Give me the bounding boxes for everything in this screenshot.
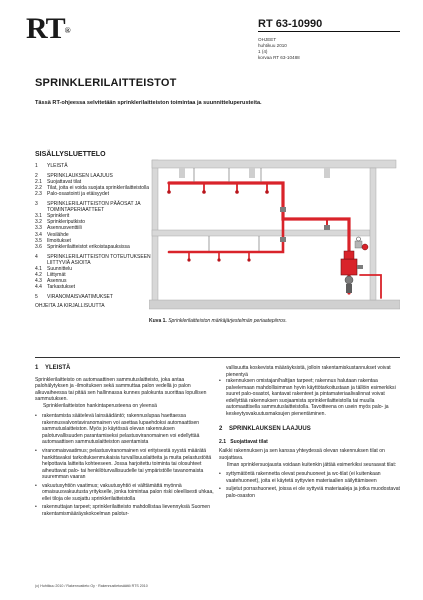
toc-entry-number: 4 [35,253,38,260]
toc-entry-title: VIRANOMAISVAATIMUKSET [47,293,113,300]
meta-type: OHJEET [258,37,277,42]
page-footer: (c) Huhtikuu 2010 / Rakennustieto Oy · Rakennustietosäätiö RTS 2010 [35,584,148,588]
right-wall [370,168,376,300]
section-1-heading: 1 YLEISTÄ [35,365,71,371]
exempt-spaces-list [219,471,401,499]
sprinkler-head [187,258,190,261]
toc-entry-title: Suunnittelu [47,265,73,272]
toc-entry-number: 3.6 [35,243,42,250]
roof-beam [179,168,185,178]
sprinkler-head [202,190,206,194]
requirement-list-continued [219,378,401,417]
installation-valve-station [341,237,363,293]
toc-entry-references: OHJEITA JA KIRJALLISUUTTA [35,303,105,310]
left-column [35,365,215,517]
toc-entry-title: Sprinkleriputkisto [47,219,86,226]
toc-entry [35,201,160,213]
toc-entry-number: 4.2 [35,271,42,278]
toc-entry-title: SPRINKLERILAITTEISTON TOTEUTUKSEEN LIITTYVIÄ ASIOITA [47,253,151,266]
toc-entry-title: SPRINKLERILAITTEISTON PÄÄOSAT JA TOIMINTAPERIAATTEET [47,201,141,214]
middle-floor-slab [152,230,370,236]
toc-entry [35,191,160,197]
toc-entry-number: 3 [35,201,38,208]
toc-entry-number: 2.1 [35,178,42,185]
section-1-paragraph: Sprinklerilaitteisto on automaattinen sammutuslaitteisto, joka antaa palohälytyksen ja -ilmoituksen sekä sammuttaa palon vedellä jo palon alkuvaiheessa tai pitää sen hallinnassa kunnes palokunta suorittaa lopullisen sammutuksen. [35,376,207,403]
toc-entry-title: Tarkastukset [47,284,76,291]
lead-text: Tässä RT-ohjeessa selvitetään sprinklerilaitteiston toimintaa ja suunnitteluperusteita. [35,100,262,106]
table-of-contents [35,163,160,309]
list-item: • syttymätöntä rakennetta olevat pesuhuoneet ja wc-tilat (ei kuitenkaan vaatehuoneet), joita ei käytetä syttyvien materiaalien säilyttämiseen [226,471,401,484]
list-item: • viranomaisvaatimus; pelastusviranomainen voi erityisestä syystä määrätä hankittavaksi tarkoituksenmukaisia turvallisuuslaitteita ja muita pelastustöitä helpottavia laitteita kohteeseen. Jossa harjoitettu toiminta tai olosuhteet aiheuttavat palo- tai henkilöturvallisuudelle tai ympäristölle tavanomaista suuremman vaaran [42,448,215,481]
meta-replaces: korvaa RT 63-10488 [258,55,300,60]
ceiling-slab [152,160,396,168]
sprinkler-head [265,190,269,194]
pipe-fitting [324,225,330,230]
toc-entry-number: 2.2 [35,185,42,192]
toc-entry-title: Liittymät [47,271,66,278]
ground-slab [149,300,400,309]
toc-entry-number: 2 [35,172,38,179]
toc-entry-number: 4.1 [35,265,42,272]
toc-entry-number: 3.5 [35,237,42,244]
page-title: SPRINKLERILAITTEISTOT [35,77,177,89]
section-divider [35,357,400,358]
meta-date: huhtikuu 2010 [258,43,287,48]
toc-entry-title: Asennus [47,277,67,284]
roof-beam [324,168,330,178]
pipe-fitting [280,237,286,242]
code-rule [258,31,400,32]
toc-entry-number: 4.3 [35,277,42,284]
list-item: • rakentamista säätelevä lainsäädäntö; rakennuslupaa haettaessa rakennusvalvontaviranomainen voi asettaa lupaehdoksi automaattisen sammutuslaitteiston. Myös jo käytössä olevan rakennuksen paloturvallisuuden parantamiseksi pelastusviranomainen voi edellyttää automaattisen sammutuslaitteiston asentamista [42,413,215,446]
toc-entry [35,163,160,169]
toc-entry-title: Sprinklerit [47,213,70,220]
section-2-1-paragraph-2: Ilman sprinklersuojausta voidaan kuitenkin jättää esimerkiksi seuraavat tilat: [227,461,397,468]
pipe-fitting [280,207,286,212]
list-item: • rakennuttajan tarpeet; sprinklerilaitteisto mahdollistaa lievennyksiä Suomen rakentamismääräyskokoelman palotur- [42,504,215,517]
list-item: • vakuutusyhtiön vaatimus; vakuutusyhtiö ei välttämättä myönnä omaisuusvakuutusta yritykselle, jonka toimintaa palon riski oleellisesti uhkaa, ellei tiloja ole suojattu sprinklerilaitteistolla [42,483,215,503]
toc-entry-number: 4.4 [35,284,42,291]
toc-entry [35,284,160,290]
toc-entry-title: YLEISTÄ [47,163,68,169]
toc-entry-number: 3.4 [35,231,42,238]
toc-entry [35,294,160,300]
right-column [219,365,401,499]
sprinkler-system-figure [149,155,400,313]
toc-entry-number: 2.3 [35,191,42,198]
toc-entry-number: 3.3 [35,225,42,232]
toc-entry-title: Sprinklerilaitteistot erikoistapauksissa [47,243,130,250]
toc-entry [35,254,160,266]
toc-entry-number: 3.1 [35,213,42,220]
sprinkler-head [235,190,239,194]
rt-logo: RT® [26,12,70,45]
toc-heading: SISÄLLYSLUETTELO [35,151,106,158]
section-2-1-paragraph: Kaikki rakennuksen ja sen kanssa yhteydessä olevan rakennuksen tilat on suojattava. [219,448,385,462]
toc-entry-title: Ilmoitukset [47,237,71,244]
toc-entry-title: Palo-osastointi ja etäisyydet [47,191,109,198]
document-code: RT 63-10990 [258,18,323,30]
toc-entry-number: 3.2 [35,219,42,226]
toc-entry-title: Suojattavat tilat [47,178,82,185]
toc-entry-title: Asennusventtiili [47,225,82,232]
figure-caption: Kuva 1. Sprinklerilaitteiston märkäjärjestelmän periaatepiirros. [149,318,287,324]
sprinkler-head [217,258,220,261]
toc-entry-number: 5 [35,293,38,300]
toc-entry-title: SPRINKLAUKSEN LAAJUUS [47,172,113,179]
toc-entry-number: 1 [35,163,38,169]
toc-entry-title: Tilat, joita ei voida suojata sprinklerilaitteistolla [47,185,150,192]
section-2-heading: 2 SPRINKLAUKSEN LAAJUUS [219,426,311,433]
toc-entry [35,244,160,250]
list-item: • suljetut porrashuoneet, joissa ei ole syttyviä materiaaleja ja jotka muodostavat palo-osaston [226,486,401,499]
sprinkler-head [247,258,250,261]
requirement-list [35,413,215,517]
list-item: • rakennuksen omistajan/haltijan tarpeet; rakennus halutaan rakentaa palvelemaan mahdollisimman hyvin käyttötarkoitustaan ja tällöin esimerkiksi suuret palo-osastot, kantavat rakenteet ja pintamateriaalivalinnat voivat edellyttää rakennuksen suojaamista sprinklerilaitteistolla tai muulla automaattisella sammutuslaitteistolla. Tavoitteena on usein myös palo- ja keskeytysvakuutusmaksujen pienentäminen. [226,378,401,417]
roof-beam [249,168,255,178]
meta-pages: 1 (4) [258,49,268,54]
toc-entry-title: Vesilähde [47,231,69,238]
section-2-1-heading: 2.1 Suojattavat tilat [219,438,268,445]
section-1-paragraph-2: Sprinklerilaitteiston hankintaperusteena on yleensä [43,402,157,409]
alarm-bell [362,244,368,250]
document-meta [258,37,300,61]
sprinkler-head [167,190,171,194]
continued-paragraph: vallisuutta koskevista määräyksistä, jolloin rakentamiskustannukset voivat pienentyä [226,365,391,378]
